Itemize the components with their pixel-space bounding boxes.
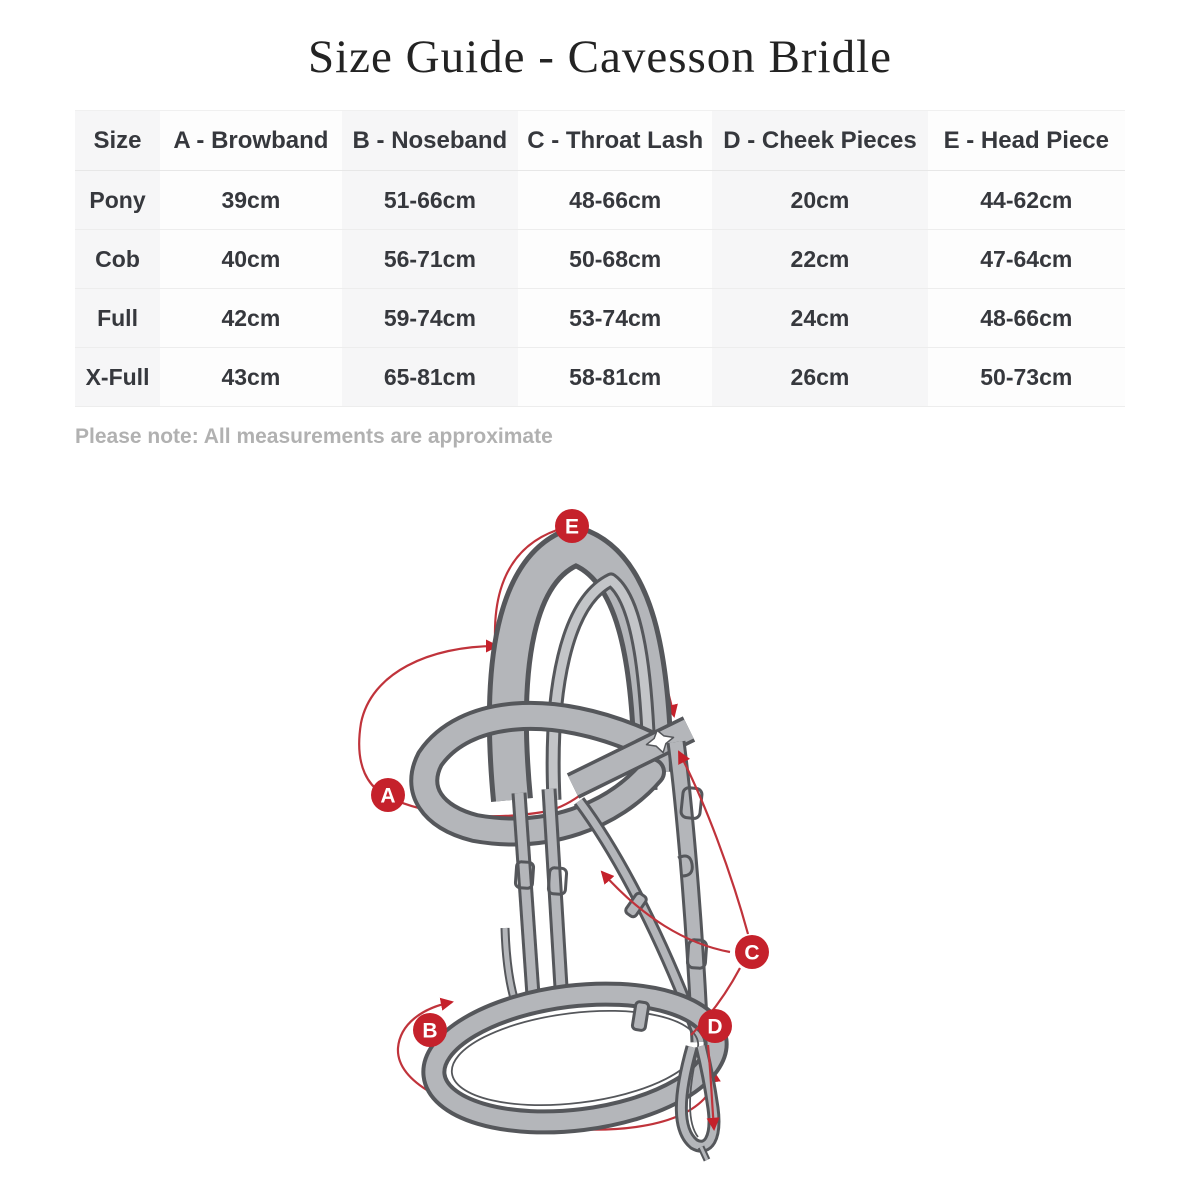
table-cell: 44-62cm bbox=[928, 171, 1125, 230]
table-cell: 53-74cm bbox=[518, 289, 712, 348]
label-letter-D: D bbox=[707, 1015, 723, 1039]
row-label: Pony bbox=[75, 171, 160, 230]
table-row bbox=[75, 289, 1125, 348]
label-letter-A: A bbox=[380, 784, 396, 808]
table-cell: 48-66cm bbox=[518, 171, 712, 230]
table-cell: 40cm bbox=[160, 230, 342, 289]
table-cell: 47-64cm bbox=[928, 230, 1125, 289]
table-cell: 51-66cm bbox=[342, 171, 518, 230]
table-cell: 50-73cm bbox=[928, 348, 1125, 407]
table-row bbox=[75, 348, 1125, 407]
label-letter-E: E bbox=[564, 515, 580, 539]
measurements-note: Please note: All measurements are approximate bbox=[75, 425, 553, 448]
label-letter-C: C bbox=[744, 941, 760, 965]
table-cell: 58-81cm bbox=[518, 348, 712, 407]
throat-lash-measure-inner bbox=[602, 872, 730, 952]
table-cell: 26cm bbox=[712, 348, 927, 407]
bridle-artwork bbox=[424, 546, 723, 1160]
column-header: D - Cheek Pieces bbox=[712, 111, 927, 171]
row-label: X-Full bbox=[75, 348, 160, 407]
table-row bbox=[75, 230, 1125, 289]
column-header: C - Throat Lash bbox=[518, 111, 712, 171]
size-table bbox=[75, 110, 1125, 407]
label-letter-B: B bbox=[422, 1019, 438, 1043]
table-cell: 65-81cm bbox=[342, 348, 518, 407]
column-header: Size bbox=[75, 111, 160, 171]
table-cell: 43cm bbox=[160, 348, 342, 407]
table-cell: 22cm bbox=[712, 230, 927, 289]
table-cell: 56-71cm bbox=[342, 230, 518, 289]
row-label: Cob bbox=[75, 230, 160, 289]
table-row bbox=[75, 171, 1125, 230]
table-cell: 24cm bbox=[712, 289, 927, 348]
table-cell: 20cm bbox=[712, 171, 927, 230]
row-label: Full bbox=[75, 289, 160, 348]
column-header: B - Noseband bbox=[342, 111, 518, 171]
column-header: A - Browband bbox=[160, 111, 342, 171]
table-cell: 50-68cm bbox=[518, 230, 712, 289]
column-header: E - Head Piece bbox=[928, 111, 1125, 171]
bridle-diagram-svg bbox=[330, 480, 890, 1180]
table-cell: 59-74cm bbox=[342, 289, 518, 348]
bridle-diagram bbox=[330, 480, 890, 1180]
table-cell: 48-66cm bbox=[928, 289, 1125, 348]
size-table-header-row bbox=[75, 111, 1125, 171]
table-cell: 42cm bbox=[160, 289, 342, 348]
page-title: Size Guide - Cavesson Bridle bbox=[307, 31, 893, 83]
table-cell: 39cm bbox=[160, 171, 342, 230]
